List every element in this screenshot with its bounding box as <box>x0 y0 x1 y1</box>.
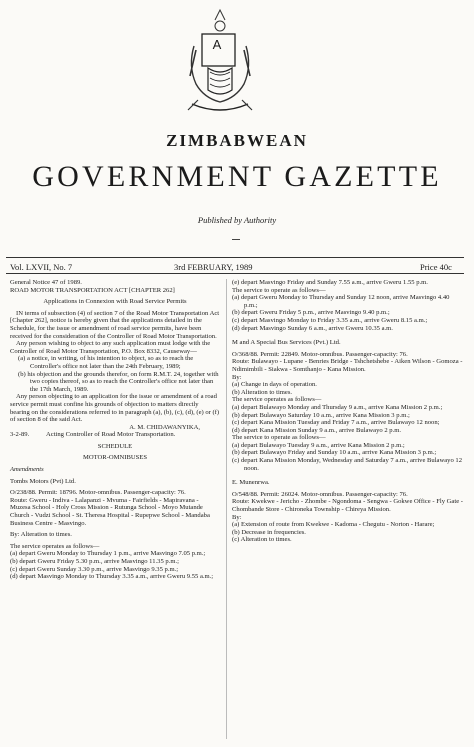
signatory-name: A. M. CHIDAWANYIKA, <box>129 423 200 431</box>
column-divider <box>226 279 227 739</box>
service-1-e: (e) depart Masvingo Friday and Sunday 7.55 a.m., arrive Gweru 1.55 p.m. <box>232 279 428 286</box>
by-2-a: (a) Change in days of operation. <box>232 381 317 389</box>
right-column <box>232 279 464 544</box>
top-rule <box>6 257 464 258</box>
route-2: Route: Bulawayo - Lupane - Benries Bridge - Tshchetshebe - Aiken Wilson - Gomoza - Ndimimbili - Siakwa - Somthanjo - Kana Mission. <box>232 358 463 373</box>
service-1-b: (b) depart Gweru Friday 5.30 p.m., arrive Masvingo 11.35 p.m.; <box>10 558 179 565</box>
volume-number: Vol. LXVII, No. 7 <box>10 262 73 272</box>
objection-item-b: (b) his objection and the grounds therefor, on form R.M.T. 24, together with two copies thereof, so as to reach the Controller's office not later than the 17th March, 1989. <box>18 370 219 393</box>
permit-details-1: O/238/88. Permit: 18796. Motor-omnibus. Passenger-capacity: 76. <box>10 489 186 497</box>
service-2-b: (b) depart Bulawayo Saturday 10 a.m., arrive Kana Mission 3 p.m.; <box>232 411 410 419</box>
schedule-heading: SCHEDULE <box>97 442 133 450</box>
signatory-title: Acting Controller of Road Motor Transportation. <box>46 431 176 439</box>
service-1-d: (d) depart Masvingo Monday to Thursday 3.35 a.m., arrive Gweru 9.55 a.m.; <box>10 573 214 581</box>
act-title: ROAD MOTOR TRANSPORTATION ACT [CHAPTER 262] <box>10 286 175 294</box>
by-3-b: (b) Decrease in frequencies. <box>232 528 306 536</box>
service-operates-1: The service operates as follows— <box>10 542 100 550</box>
company-m-and-a: M and A Special Bus Services (Pvt.) Ltd. <box>232 339 341 347</box>
amendments-heading: Amendments <box>10 466 44 474</box>
new-service-2-c: (c) depart Kana Mission Monday, Wednesday and Saturday 7 a.m., arrive Bulawayo 12 noon. <box>232 457 463 472</box>
new-service-1-d: (d) depart Masvingo Sunday 6 a.m., arrive Gweru 10.35 a.m. <box>232 324 393 332</box>
service-to-operate-2: The service to operate as follows— <box>232 434 326 442</box>
title-government-gazette: GOVERNMENT GAZETTE <box>32 160 442 193</box>
notice-heading: Applications in Connexion with Road Service Permits <box>43 298 187 306</box>
paragraph-1: IN terms of subsection (4) of section 7 of the Road Motor Transportation Act [Chapter 262], notice is hereby given that the applications detailed in the Schedule, for the issue or amendment of road service permits, have been received for the consideration of the Controller of Road Motor Transportation. <box>10 309 220 340</box>
service-to-operate-1: The service to operate as follows— <box>232 286 326 294</box>
new-service-1-b: (b) depart Gweru Friday 5 p.m., arrive Masvingo 9.40 p.m.; <box>232 309 390 317</box>
bottom-rule <box>6 273 464 274</box>
company-tombs: Tombs Motors (Pvt) Ltd. <box>10 477 76 485</box>
route-3: Route: Kwekwe - Jericho - Zhombe - Ngondoma - Sengwa - Gokwe Office - Fly Gate - Chombande Store - Chironeka Township - Chireya Mission. <box>232 498 463 514</box>
motor-omnibuses-heading: MOTOR-OMNIBUSES <box>83 454 147 462</box>
service-operates-2: The service operates as follows— <box>232 396 322 404</box>
signature-line <box>10 431 220 439</box>
service-2-d: (d) depart Kana Mission Sunday 9 a.m., arrive Bulawayo 2 p.m. <box>232 426 402 434</box>
permit-details-2: O/368/88. Permit: 22849. Motor-omnibus. Passenger-capacity: 76. <box>232 350 408 358</box>
notice-number: General Notice 47 of 1989. <box>10 279 82 286</box>
company-munenrwa: E. Munenrwa. <box>232 479 270 487</box>
new-service-1-a: (a) depart Gweru Monday to Thursday and Sunday 12 noon, arrive Masvingo 4.40 p.m.; <box>232 294 450 309</box>
left-column <box>10 279 220 581</box>
new-service-2-a: (a) depart Bulawayo Tuesday 9 a.m., arrive Kana Mission 2 p.m.; <box>232 441 405 449</box>
paragraph-2: Any person wishing to object to any such application must lodge with the Controller of Road Motor Transportation, P.O. Box 8332, Causeway— <box>10 340 211 355</box>
new-service-2-b: (b) depart Bulawayo Friday and Sunday 10 a.m., arrive Kana Mission 3 p.m.; <box>232 449 437 457</box>
issue-date: 3rd FEBRUARY, 1989 <box>174 262 253 272</box>
price: Price 40c <box>420 262 452 272</box>
by-2-b: (b) Alteration to times. <box>232 388 293 396</box>
stamp-letter: A <box>212 37 222 52</box>
service-1-a: (a) depart Gweru Monday to Thursday 1 p.m., arrive Masvingo 7.05 p.m.; <box>10 550 206 558</box>
by-alteration-1: By: Alteration to times. <box>10 531 72 539</box>
signature-date: 3-2-89. <box>10 431 30 439</box>
route-1: Route: Gweru - Indiva - Lalapanzi - Mvuma - Fairfields - Mapiravana - Muzesa School - Holy Cross Mission - Rutunga School - Moyo Mutande Church - Vudzi School - St. Theresa Hospital - Rupepwe School - Mandaba Business Centre - Masvingo. <box>10 496 210 527</box>
service-2-c: (c) depart Kana Mission Tuesday and Friday 7 a.m., arrive Bulawayo 12 noon; <box>232 419 440 427</box>
service-1-c: (c) depart Gweru Sunday 3.30 p.m., arrive Masvingo 9.35 p.m.; <box>10 565 179 573</box>
objection-item-a: (a) a notice, in writing, of his intention to object, so as to reach the Controller's office not later than the 24th February, 1989; <box>18 355 194 370</box>
title-zimbabwean: ZIMBABWEAN <box>166 131 308 150</box>
paragraph-3: Any person objecting to an application for the issue or amendment of a road service permit must confine his grounds of objection to matters directly bearing on the considerations referred to in paragraph (a), (b), (c), (d), (e) or (f) of section 8 of the said Act. <box>10 393 220 424</box>
coat-of-arms-crest <box>182 6 258 122</box>
new-service-1-c: (c) depart Masvingo Monday to Friday 3.35 a.m., arrive Gweru 8.15 a.m.; <box>232 316 428 324</box>
by-label-3: By: <box>232 513 242 521</box>
service-2-a: (a) depart Bulawayo Monday and Thursday 9 a.m., arrive Kana Mission 2 p.m.; <box>232 403 443 411</box>
by-3-a: (a) Extension of route from Kwekwe - Kadoma - Chegutu - Norton - Harare; <box>232 521 435 529</box>
published-by-authority: Published by Authority <box>197 215 277 225</box>
dash-mark <box>232 239 240 240</box>
by-label-2: By: <box>232 373 242 381</box>
by-3-c: (c) Alteration to times. <box>232 536 292 544</box>
permit-details-3: O/548/88. Permit: 26024. Motor-omnibus. Passenger-capacity: 76. <box>232 490 408 498</box>
